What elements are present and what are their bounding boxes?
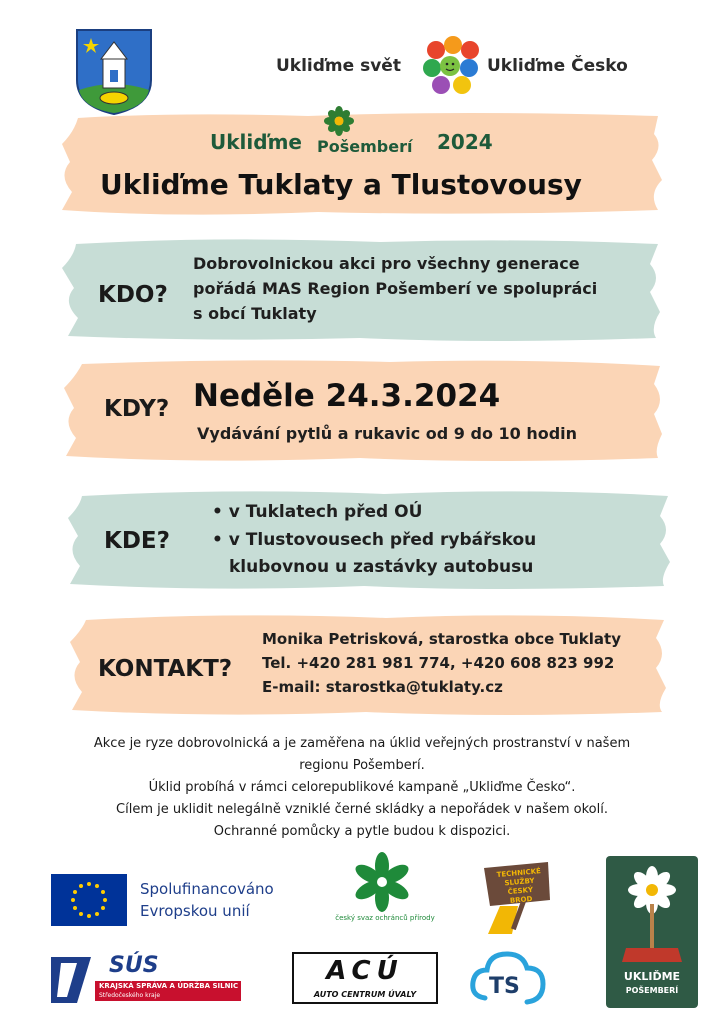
kdo-text (193, 251, 597, 326)
csop-text: český svaz ochránců přírody (335, 914, 435, 922)
contact-email: E-mail: starostka@tuklaty.cz (262, 678, 503, 696)
tech-line: ČESKÝ (507, 885, 534, 897)
title-band (58, 110, 670, 218)
footer-line: Ochranné pomůcky a pytle budou k dispozici. (213, 824, 511, 839)
kdo-line: Dobrovolnickou akci pro všechny generace (193, 254, 580, 273)
tech-text (491, 867, 550, 908)
footer-line: Akce je ryze dobrovolnická a je zaměřena na úklid veřejných prostranství v našem (93, 736, 631, 751)
ts-logo (469, 948, 547, 1010)
footer-line: Cílem je uklidit nelegálně vzniklé černé skládky a nepořádek v našem okolí. (116, 802, 608, 817)
kdo-label: KDO? (98, 282, 168, 308)
acu-short: ACÚ (326, 956, 404, 986)
technicke-sluzby-logo (478, 860, 558, 938)
kde-bullet-continued: klubovnou u zastávky autobusu (229, 557, 534, 577)
ksus-short: SÚS (109, 953, 159, 978)
kde-bullet: • v Tlustovousech před rybářskou (212, 530, 537, 550)
ts-text: TS (489, 974, 520, 999)
ksus-line2: Středočeského kraje (99, 992, 161, 999)
ukl-line: UKLIĎME (623, 970, 681, 983)
acu-logo (292, 952, 438, 1004)
tech-line: SLUŽBY (504, 876, 535, 888)
footer-line: Úklid probíhá v rámci celorepublikové kampaně „Ukliďme Česko“. (148, 780, 576, 795)
ukliдme-cesko-brand (274, 36, 654, 96)
contact-name: Monika Petrisková, starostka obce Tuklaty (262, 630, 621, 648)
title-prefix: Ukliďme (210, 130, 302, 154)
eu-line: Spolufinancováno (140, 880, 274, 898)
title-region: Pošemberí (317, 137, 413, 156)
eu-funding-text (140, 878, 274, 922)
event-time-note: Vydávání pytlů a rukavic od 9 do 10 hodin (197, 424, 578, 443)
ksus-line1: KRAJSKÁ SPRÁVA A ÚDRŽBA SILNIC (99, 982, 239, 990)
tech-line: TECHNICKÉ (496, 867, 542, 879)
uklidme-posemberi-text (606, 970, 698, 998)
smiley-faces-logo (422, 36, 484, 96)
footer-line: regionu Pošemberí. (299, 758, 425, 773)
ukl-line: POŠEMBERÍ (625, 986, 679, 995)
contact-info (262, 627, 621, 699)
eu-flag-logo (51, 874, 127, 926)
footer-description (60, 733, 664, 843)
posemberi-flower-icon (324, 106, 354, 136)
page-title: Ukliďme Tuklaty a Tlustovousy (100, 168, 582, 201)
ksus-logo (51, 955, 243, 1005)
title-year: 2024 (437, 130, 493, 154)
event-date: Neděle 24.3.2024 (193, 378, 501, 414)
kdo-line: pořádá MAS Region Pošemberí ve spolupráci (193, 279, 598, 298)
eu-line: Evropskou unií (140, 902, 250, 920)
kdy-label: KDY? (104, 396, 170, 422)
kde-label: KDE? (104, 528, 170, 554)
kontakt-label: KONTAKT? (98, 656, 233, 682)
contact-phone: Tel. +420 281 981 774, +420 608 823 992 (262, 654, 615, 672)
acu-full: AUTO CENTRUM ÚVALY (313, 990, 417, 999)
kdo-line: s obcí Tuklaty (193, 304, 317, 323)
tech-line: BROD (509, 894, 533, 905)
brand-left-text: Ukliďme svět (276, 56, 401, 76)
uklidme-posemberi-logo (606, 856, 698, 1008)
brand-right-text: Ukliďme Česko (487, 56, 628, 76)
kde-bullet: • v Tuklatech před OÚ (212, 502, 423, 522)
coat-of-arms-logo (75, 28, 153, 116)
csop-logo (330, 852, 440, 928)
